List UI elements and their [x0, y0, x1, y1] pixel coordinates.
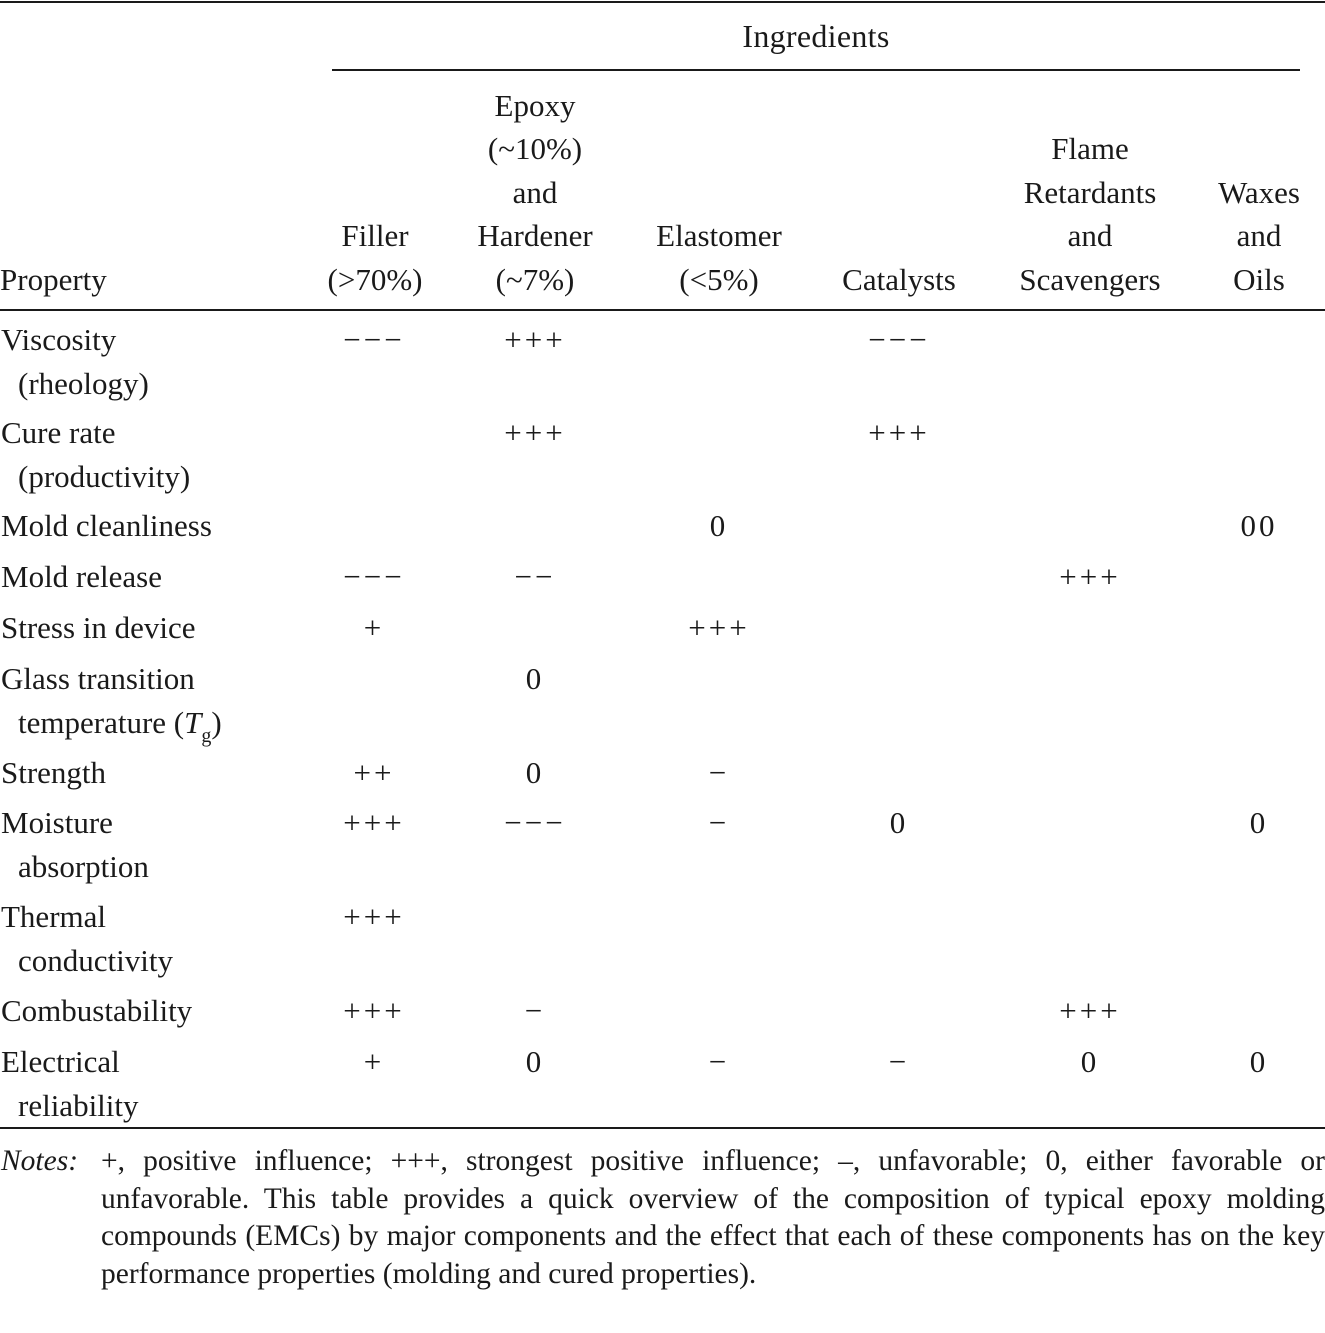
row-label: Glass transition temperature $(T_g)$ — [1, 661, 222, 747]
cell-waxes: 0 — [1249, 805, 1269, 840]
column-header-waxes-oils: Waxes and Oils — [1218, 174, 1300, 297]
notes-text: +, positive influence; +++, strongest positive influence; –, unfavorable; 0, either favorable or unfavorable. This table provides a quick overview of the composition of typical epoxy molding compounds (EMCs) by major components and the effect that each of these components has on the key performance properties (molding and cured properties). — [101, 1145, 1325, 1290]
row-label: Stress in device — [1, 610, 196, 645]
row-label: Mold cleanliness — [1, 508, 212, 543]
row-label: Moisture absorption — [1, 805, 149, 884]
row-label: Thermal conductivity — [1, 899, 173, 978]
column-header-filler: Filler (>70%) — [327, 218, 423, 297]
column-header-catalysts: Catalysts — [842, 261, 956, 297]
cell-filler: −−− — [343, 559, 405, 594]
row-label: Viscosity (rheology) — [1, 322, 149, 401]
cell-epoxy: − — [524, 993, 546, 1028]
cell-filler: ++ — [353, 755, 395, 790]
row-label: Mold release — [1, 559, 162, 594]
cell-elastomer: 0 — [709, 508, 729, 543]
ingredients-underline — [332, 69, 1300, 71]
cell-filler: + — [363, 610, 385, 645]
cell-waxes: 0 — [1249, 1044, 1269, 1079]
table-top-rule — [0, 1, 1325, 3]
header-bottom-rule — [0, 309, 1325, 311]
column-header-flame-retardants: Flame Retardants and Scavengers — [1019, 131, 1161, 297]
cell-catalysts: − — [888, 1044, 910, 1079]
cell-catalysts: 0 — [889, 805, 909, 840]
cell-epoxy: 0 — [525, 755, 545, 790]
cell-flame: +++ — [1059, 993, 1121, 1028]
row-label: Combustability — [1, 993, 193, 1028]
cell-epoxy: +++ — [504, 322, 566, 357]
cell-elastomer: +++ — [688, 610, 750, 645]
cell-filler: +++ — [343, 805, 405, 840]
cell-catalysts: +++ — [868, 415, 930, 450]
cell-elastomer: − — [708, 1044, 730, 1079]
cell-epoxy: 0 — [525, 1044, 545, 1079]
cell-catalysts: −−− — [868, 322, 930, 357]
row-label: Cure rate (productivity) — [1, 415, 191, 494]
cell-epoxy: +++ — [504, 415, 566, 450]
cell-filler: −−− — [343, 322, 405, 357]
ingredients-super-header: Ingredients — [742, 18, 890, 54]
cell-waxes: 00 — [1240, 508, 1278, 543]
cell-filler: +++ — [343, 993, 405, 1028]
column-header-elastomer: Elastomer (<5%) — [656, 218, 782, 297]
cell-epoxy: −− — [514, 559, 556, 594]
cell-epoxy: 0 — [525, 661, 545, 696]
column-header-epoxy-hardener: Epoxy (~10%) and Hardener (~7%) — [477, 87, 593, 297]
notes-label: Notes: — [1, 1145, 79, 1177]
cell-flame: +++ — [1059, 559, 1121, 594]
cell-flame: 0 — [1080, 1044, 1100, 1079]
table-bottom-rule — [0, 1127, 1325, 1129]
cell-elastomer: − — [708, 755, 730, 790]
table-notes — [0, 1143, 1325, 1293]
cell-filler: + — [363, 1044, 385, 1079]
property-column-header: Property — [0, 261, 107, 297]
cell-elastomer: − — [708, 805, 730, 840]
cell-epoxy: −−− — [504, 805, 566, 840]
row-label: Strength — [1, 755, 107, 790]
row-label: Electrical reliability — [1, 1044, 139, 1123]
cell-filler: +++ — [343, 899, 405, 934]
